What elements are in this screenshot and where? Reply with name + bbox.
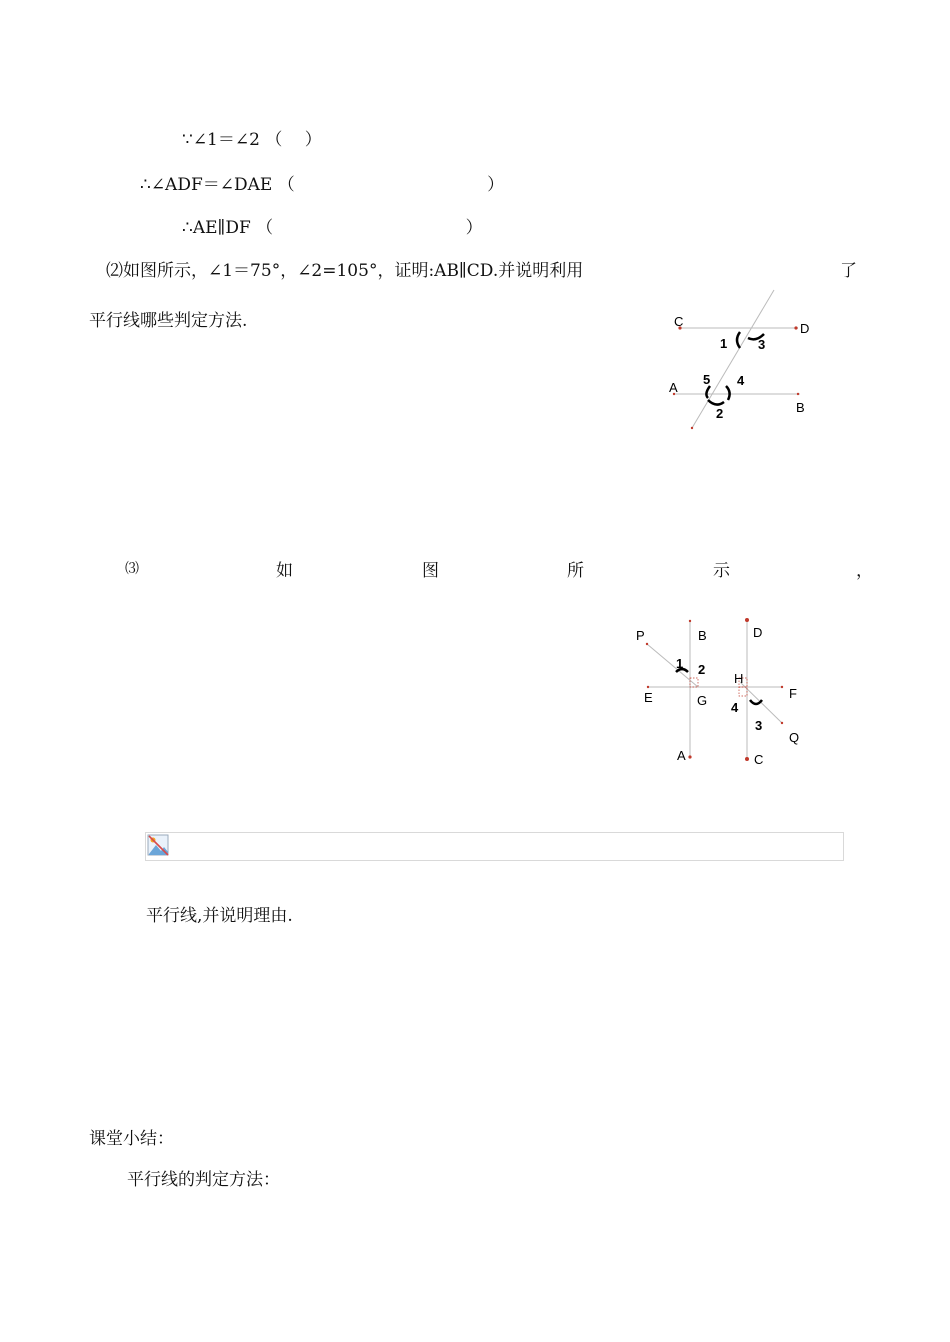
broken-image-icon [147,834,171,858]
question-2-text: ⑵如图所示，∠1＝75°，∠2=105°，证明:AB∥CD.并说明利用 [106,261,584,281]
proof-line-1: ∵∠1＝∠2 （ ） [182,130,322,150]
angle-label-4: 4 [737,373,745,388]
label-g: G [697,693,708,708]
proof-line-2: ∴∠ADF＝∠DAE （ ） [140,175,505,195]
angle-label-2b: 2 [698,662,706,677]
q3-char-2: 图 [422,561,439,581]
summary-item: 平行线的判定方法： [127,1170,280,1190]
label-a2: A [677,748,686,763]
figure-parallel-lines-2 [630,612,810,772]
label-h: H [734,671,744,686]
angle-label-2: 2 [716,406,724,421]
question-2-tail: 了 [840,261,857,281]
label-b2: B [698,628,707,643]
question-3-text [0,556,950,580]
angle-label-5: 5 [703,372,711,387]
angle-label-1: 1 [720,336,728,351]
q3-char-3: 所 [567,561,584,581]
missing-image-placeholder [145,832,844,861]
summary-title: 课堂小结： [89,1129,174,1149]
label-f: F [789,686,797,701]
figure-parallel-lines-1 [660,282,830,437]
label-b: B [796,400,805,415]
q3-char-1: 如 [276,561,293,581]
label-d2: D [753,625,763,640]
angle-label-4b: 4 [731,700,739,715]
q3-char-0: ⑶ [125,561,139,577]
label-q: Q [789,730,800,745]
label-a: A [669,380,678,395]
q3-char-5: ， [856,561,873,581]
label-c: C [674,314,684,329]
proof-line-3: ∴AE∥DF （ ） [182,218,483,238]
label-d: D [800,321,810,336]
q3-char-4: 示 [713,561,730,581]
label-e: E [644,690,653,705]
angle-label-3: 3 [758,337,766,352]
label-c2: C [754,752,764,767]
angle-label-3b: 3 [755,718,763,733]
question-3-end: 平行线,并说明理由. [146,906,293,926]
label-p: P [636,628,645,643]
question-2-line-2: 平行线哪些判定方法. [89,311,248,331]
angle-label-1b: 1 [676,656,684,671]
